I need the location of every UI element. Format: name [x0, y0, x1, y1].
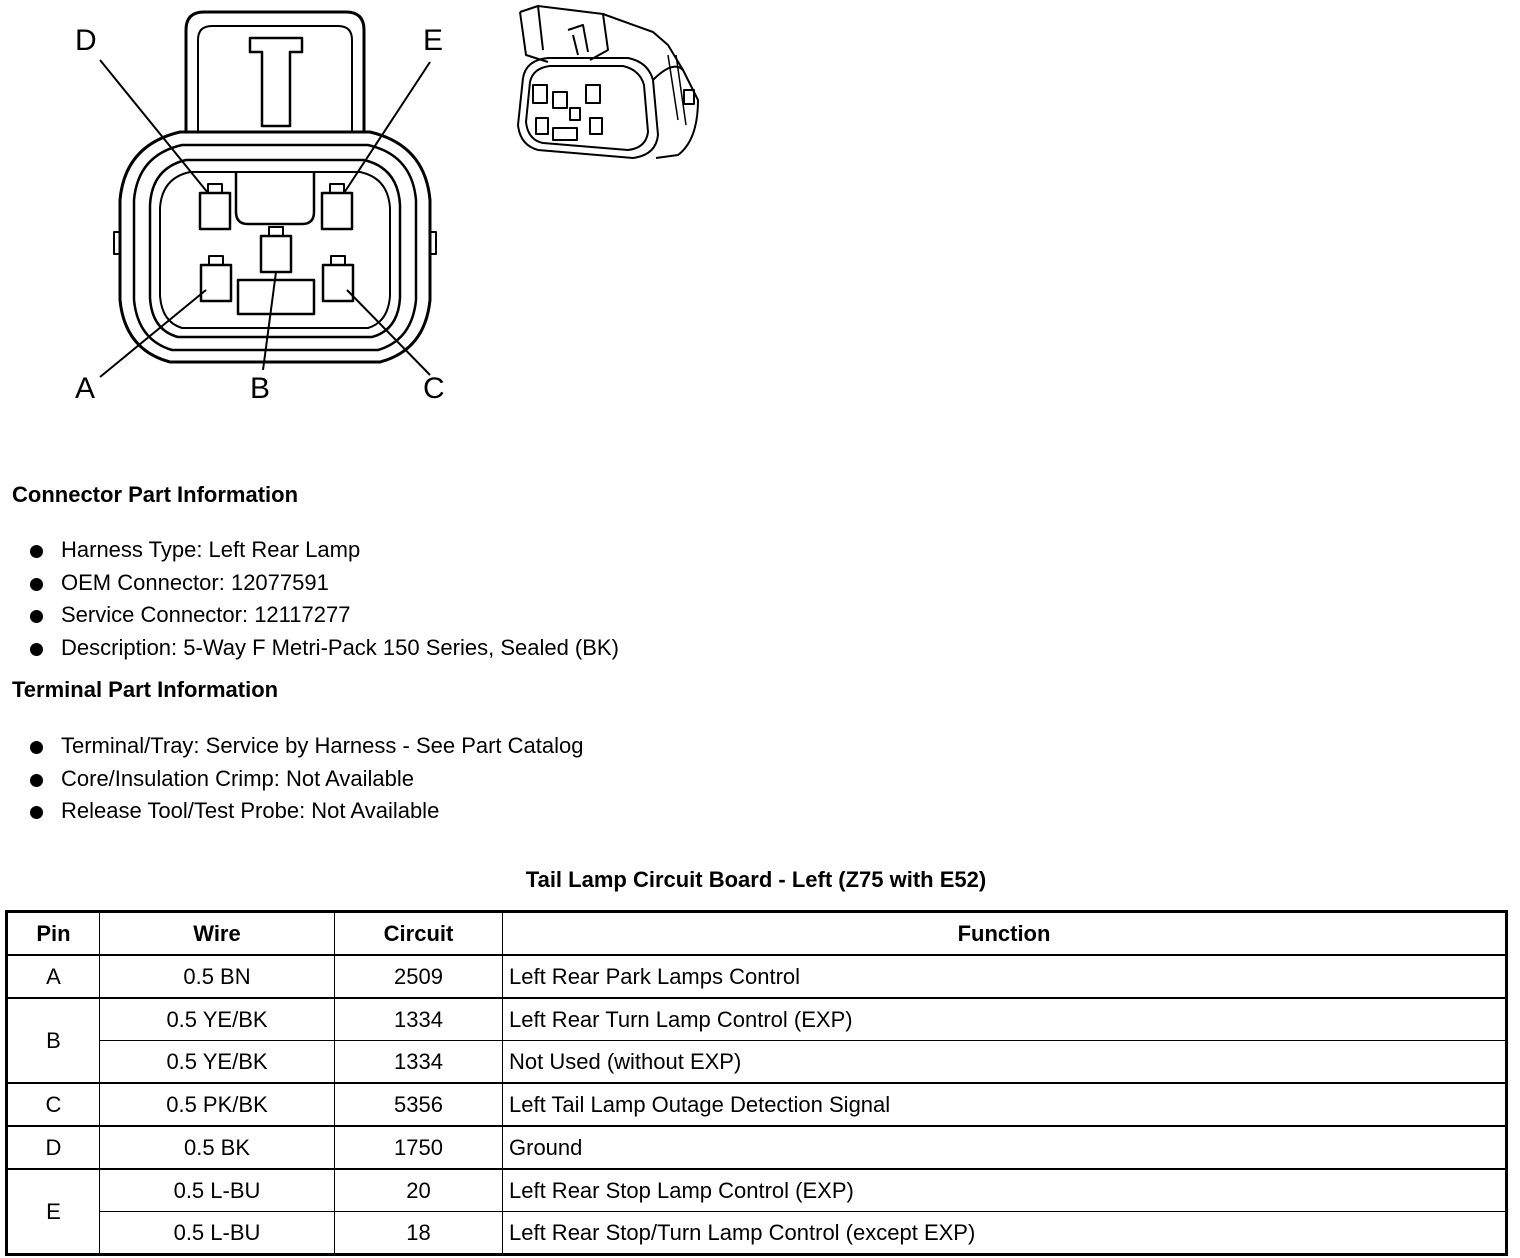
pin-label-c: C	[423, 372, 445, 405]
circuit-cell: 2509	[335, 955, 503, 998]
circuit-cell: 20	[335, 1169, 503, 1212]
pin-group-e	[7, 1169, 1507, 1255]
wire-cell: 0.5 BN	[100, 955, 335, 998]
function-cell: Left Rear Stop Lamp Control (EXP)	[503, 1169, 1507, 1212]
header-function: Function	[503, 912, 1507, 956]
wire-cell: 0.5 L-BU	[100, 1212, 335, 1255]
function-cell: Not Used (without EXP)	[503, 1041, 1507, 1084]
function-cell: Left Rear Park Lamps Control	[503, 955, 1507, 998]
pin-cell: A	[7, 955, 100, 998]
wire-cell: 0.5 L-BU	[100, 1169, 335, 1212]
pin-cell: C	[7, 1083, 100, 1126]
circuit-cell: 1750	[335, 1126, 503, 1169]
function-cell: Ground	[503, 1126, 1507, 1169]
function-cell: Left Rear Stop/Turn Lamp Control (except EXP)	[503, 1212, 1507, 1255]
wire-cell: 0.5 YE/BK	[100, 1041, 335, 1084]
pin-cell: D	[7, 1126, 100, 1169]
circuit-cell: 5356	[335, 1083, 503, 1126]
table-row	[7, 1126, 1507, 1169]
pinout-table	[5, 910, 1508, 1256]
pin-group-d	[7, 1126, 1507, 1169]
pin-label-a: A	[75, 372, 96, 405]
pin-group-b	[7, 998, 1507, 1083]
pin-cell: E	[7, 1169, 100, 1255]
function-cell: Left Rear Turn Lamp Control (EXP)	[503, 998, 1507, 1041]
terminal-info-list	[28, 730, 584, 828]
list-item: Core/Insulation Crimp: Not Available	[28, 763, 584, 796]
list-item: Service Connector: 12117277	[28, 599, 619, 632]
terminal-info-heading: Terminal Part Information	[12, 677, 279, 702]
list-item: Harness Type: Left Rear Lamp	[28, 534, 619, 567]
header-pin: Pin	[7, 912, 100, 956]
list-item: Release Tool/Test Probe: Not Available	[28, 795, 584, 828]
wire-cell: 0.5 BK	[100, 1126, 335, 1169]
circuit-cell: 1334	[335, 1041, 503, 1084]
table-row	[7, 1041, 1507, 1084]
connector-3d-illustration	[508, 0, 708, 170]
pin-cell: B	[7, 998, 100, 1083]
list-item: OEM Connector: 12077591	[28, 567, 619, 600]
table-row	[7, 1212, 1507, 1255]
list-item: Description: 5-Way F Metri-Pack 150 Series, Sealed (BK)	[28, 632, 619, 665]
pin-group-a	[7, 955, 1507, 998]
header-wire: Wire	[100, 912, 335, 956]
pin-label-d: D	[75, 24, 97, 57]
connector-info-heading: Connector Part Information	[12, 482, 299, 507]
function-cell: Left Tail Lamp Outage Detection Signal	[503, 1083, 1507, 1126]
pin-group-c	[7, 1083, 1507, 1126]
table-row	[7, 1083, 1507, 1126]
list-item: Terminal/Tray: Service by Harness - See Part Catalog	[28, 730, 584, 763]
table-header-row	[7, 912, 1507, 956]
connector-face-diagram	[0, 0, 480, 420]
connector-info-list	[28, 534, 619, 665]
header-circuit: Circuit	[335, 912, 503, 956]
table-row	[7, 998, 1507, 1041]
table-title: Tail Lamp Circuit Board - Left (Z75 with E52)	[525, 867, 987, 892]
table-row	[7, 955, 1507, 998]
pin-label-b: B	[250, 372, 271, 405]
table-row	[7, 1169, 1507, 1212]
wire-cell: 0.5 PK/BK	[100, 1083, 335, 1126]
pin-label-e: E	[423, 24, 444, 57]
circuit-cell: 1334	[335, 998, 503, 1041]
wire-cell: 0.5 YE/BK	[100, 998, 335, 1041]
circuit-cell: 18	[335, 1212, 503, 1255]
